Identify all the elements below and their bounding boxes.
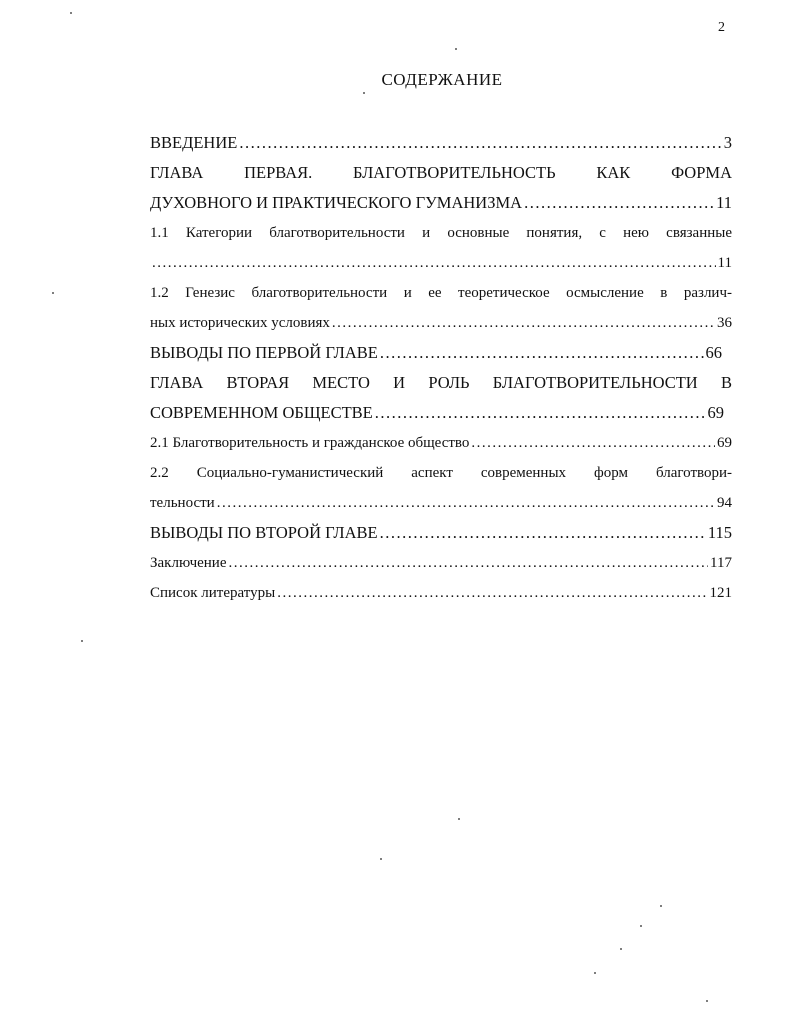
toc-entry-conclusions2[interactable] [150,518,732,548]
toc-entry-section2-2-line2[interactable] [150,488,732,518]
toc-leader-dots [471,428,715,458]
toc-leader-dots [217,488,715,518]
toc-entry-section1-1-line2[interactable] [150,248,732,278]
toc-entry-text: ДУХОВНОГО И ПРАКТИЧЕСКОГО ГУМАНИЗМА [150,193,523,212]
toc-leader-dots [332,308,715,338]
toc-entry-text: ВЫВОДЫ ПО ПЕРВОЙ ГЛАВЕ [150,343,378,362]
scan-speck [70,12,72,14]
toc-entry-references[interactable] [150,578,732,608]
scan-speck [81,640,83,642]
toc-leader-dots [380,518,706,548]
scan-speck [660,905,662,907]
toc-entry-page: 69 [717,435,732,451]
toc-leader-dots [524,188,714,218]
toc-entry-chapter1-line1[interactable]: ГЛАВА ПЕРВАЯ. БЛАГОТВОРИТЕЛЬНОСТЬ КАК ФОРМА [150,163,732,182]
toc-entry-page: 66 [705,343,722,362]
scan-speck [52,292,54,294]
toc-leader-dots [380,338,704,368]
toc-entry-conclusions1[interactable] [150,338,732,368]
scan-speck [640,925,642,927]
toc-entry-text: СОВРЕМЕННОМ ОБЩЕСТВЕ [150,403,373,422]
toc-entry-text: тельности [150,495,215,511]
toc-entry-text: Список литературы [150,585,276,601]
page-number: 2 [718,20,725,35]
toc-entry-page: 115 [707,523,732,542]
toc-entry-intro[interactable] [150,128,732,158]
toc-entry-text: ВВЕДЕНИЕ [150,133,238,152]
toc-entry-page: 3 [723,133,732,152]
toc-entry-page: 11 [716,193,732,212]
table-of-contents [150,128,732,608]
toc-entry-section1-2-line2[interactable] [150,308,732,338]
toc-entry-page: 121 [709,585,732,601]
toc-entry-section1-1-line1[interactable]: 1.1 Категории благотворительности и основные понятия, с нею связанные [150,225,732,241]
scan-speck [458,818,460,820]
toc-entry-page: 69 [707,403,724,422]
toc-entry-section1-2-line1[interactable]: 1.2 Генезис благотворительности и ее теоретическое осмысление в различ- [150,285,732,301]
toc-leader-dots [375,398,706,428]
toc-entry-chapter2-line2[interactable] [150,398,732,428]
toc-entry-chapter2-line1[interactable]: ГЛАВА ВТОРАЯ МЕСТО И РОЛЬ БЛАГОТВОРИТЕЛЬНОСТИ В [150,373,732,392]
scan-speck [380,858,382,860]
toc-entry-text: Заключение [150,555,227,571]
toc-leader-dots [277,578,707,608]
toc-leader-dots [239,128,721,158]
scan-speck [620,948,622,950]
toc-entry-page: 11 [717,255,732,271]
page-title: СОДЕРЖАНИЕ [381,70,503,89]
scan-speck [455,48,457,50]
toc-leader-dots [152,248,716,278]
scan-speck [706,1000,708,1002]
scan-speck [363,92,365,94]
toc-entry-section2-1[interactable] [150,428,732,458]
toc-entry-page: 94 [717,495,732,511]
toc-entry-page: 36 [717,315,732,331]
toc-entry-page: 117 [710,555,732,571]
toc-leader-dots [229,548,709,578]
toc-entry-chapter1-line2[interactable] [150,188,732,218]
toc-entry-text: ных исторических условиях [150,315,330,331]
toc-entry-text: ВЫВОДЫ ПО ВТОРОЙ ГЛАВЕ [150,523,378,542]
scan-speck [594,972,596,974]
toc-entry-conclusion[interactable] [150,548,732,578]
toc-entry-section2-2-line1[interactable]: 2.2 Социально-гуманистический аспект современных форм благотвори- [150,465,732,481]
toc-entry-text: 2.1 Благотворительность и гражданское общество [150,435,470,451]
